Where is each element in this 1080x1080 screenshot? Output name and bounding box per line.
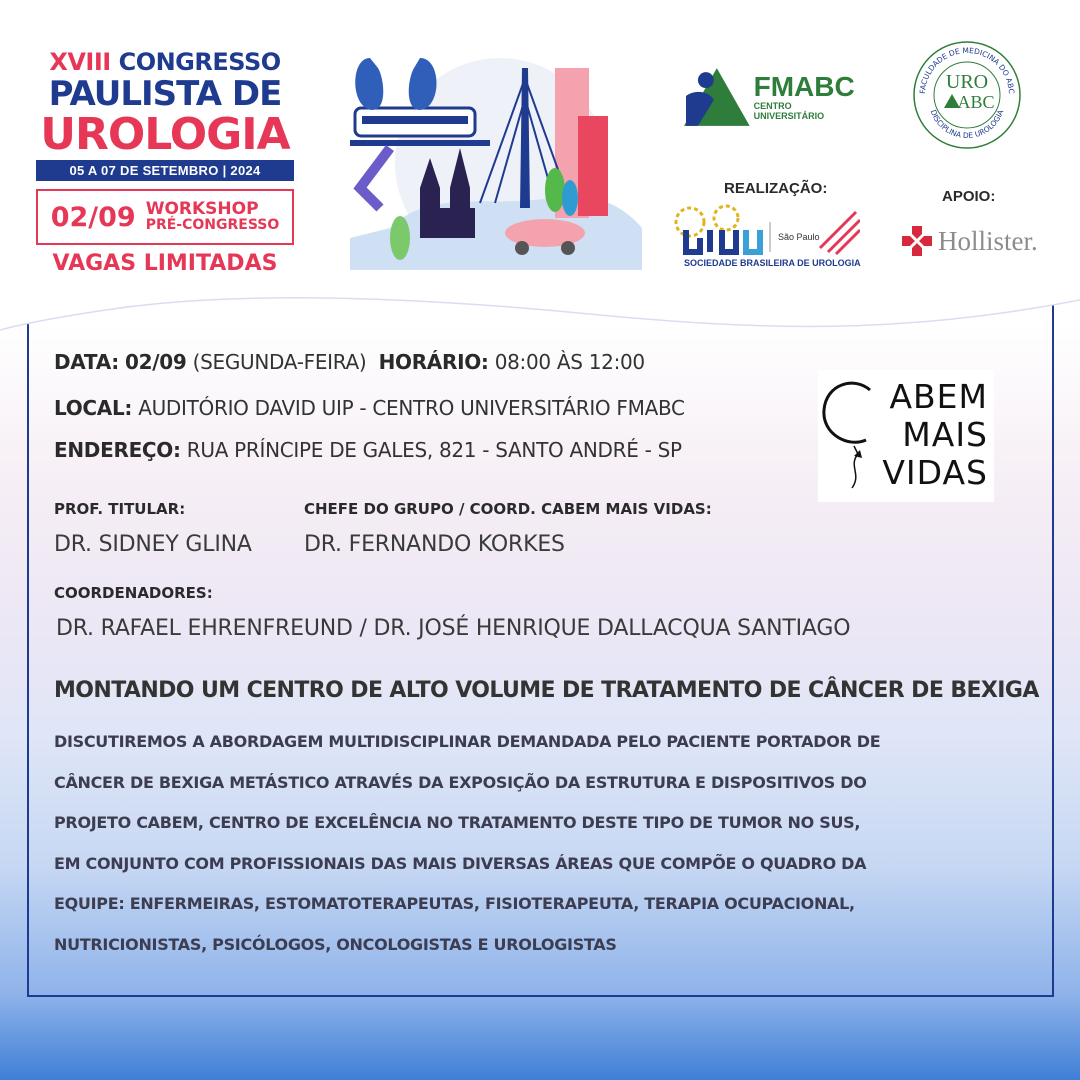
session-title: MONTANDO UM CENTRO DE ALTO VOLUME DE TRATAMENTO DE CÂNCER DE BEXIGA (54, 678, 1039, 703)
description-line: DISCUTIREMOS A ABORDAGEM MULTIDISCIPLINAR DEMANDADA PELO PACIENTE PORTADOR DE (54, 732, 881, 751)
hollister-logo (900, 224, 1038, 258)
workshop-label-line2: PRÉ-CONGRESSO (145, 217, 280, 233)
address-label: ENDEREÇO: (54, 438, 181, 462)
fmabc-text (754, 73, 864, 121)
workshop-badge (36, 189, 294, 245)
prof-label: PROF. TITULAR: (54, 500, 186, 518)
congress-line3: UROLOGIA (40, 109, 290, 160)
hollister-name: Hollister. (938, 225, 1038, 256)
realizacao-label: REALIZAÇÃO: (724, 180, 828, 197)
congress-dates: 05 A 07 DE SETEMBRO | 2024 (36, 160, 294, 181)
sbu-sao-paulo-label: São Paulo (778, 232, 820, 242)
fmabc-emblem-icon (684, 66, 750, 128)
cabem-line2: MAIS (902, 415, 988, 454)
event-location-row (54, 396, 685, 420)
workshop-label (146, 201, 280, 233)
seal-ring-top-text: FACULDADE DE MEDICINA DO ABC (917, 45, 1017, 95)
seal-ring-bottom-text: DISCIPLINA DE UROLOGIA (928, 108, 1006, 141)
limited-spots-label: VAGAS LIMITADAS (52, 251, 278, 276)
location-value: AUDITÓRIO DAVID UIP - CENTRO UNIVERSITÁRIO FMABC (138, 396, 685, 420)
cabem-mais-vidas-logo (818, 370, 994, 502)
event-address-row (54, 438, 682, 462)
fmabc-logo (684, 64, 864, 130)
chefe-name: DR. FERNANDO KORKES (304, 532, 565, 557)
congress-title-block (36, 48, 294, 276)
congress-line1 (36, 48, 294, 76)
cabem-text (882, 378, 988, 492)
balloon-icon (818, 370, 888, 502)
congress-line2: PAULISTA DE (48, 74, 282, 114)
apoio-label: APOIO: (942, 188, 996, 205)
hollister-cross-icon (900, 224, 934, 258)
city-illustration (350, 38, 642, 270)
time-value: 08:00 ÀS 12:00 (494, 350, 645, 374)
prof-name: DR. SIDNEY GLINA (54, 532, 252, 557)
date-day: (SEGUNDA-FEIRA) (192, 350, 367, 374)
description-line: CÂNCER DE BEXIGA METÁSTICO ATRAVÉS DA EXPOSIÇÃO DA ESTRUTURA E DISPOSITIVOS DO (54, 772, 867, 792)
chefe-label: CHEFE DO GRUPO / COORD. CABEM MAIS VIDAS: (304, 500, 712, 518)
cabem-line1: ABEM (889, 377, 988, 416)
date-label: DATA: (54, 350, 119, 374)
event-date-row (54, 350, 645, 374)
coord-label: COORDENADORES: (54, 584, 213, 602)
session-description (54, 722, 1014, 966)
description-line: EM CONJUNTO COM PROFISSIONAIS DAS MAIS DIVERSAS ÁREAS QUE COMPÕE O QUADRO DA (54, 853, 867, 873)
location-label: LOCAL: (54, 396, 133, 420)
time-label: HORÁRIO: (378, 350, 489, 374)
address-value: RUA PRÍNCIPE DE GALES, 821 - SANTO ANDRÉ - SP (186, 438, 682, 462)
fmabc-name: FMABC (753, 71, 855, 102)
workshop-label-line1: WORKSHOP (145, 199, 259, 219)
seal-abc-text: ABC (957, 92, 995, 112)
date-value: 02/09 (125, 350, 187, 374)
coord-names: DR. RAFAEL EHRENFREUND / DR. JOSÉ HENRIQUE DALLACQUA SANTIAGO (56, 616, 851, 641)
congress-edition: XVIII (49, 48, 111, 76)
cabem-line3: VIDAS (882, 453, 988, 492)
sbu-caption: SOCIEDADE BRASILEIRA DE UROLOGIA (684, 258, 861, 268)
description-line: NUTRICIONISTAS, PSICÓLOGOS, ONCOLOGISTAS E UROLOGISTAS (54, 934, 617, 954)
fmabc-subtitle: CENTRO UNIVERSITÁRIO (753, 101, 825, 121)
workshop-date: 02/09 (50, 201, 136, 233)
uro-abc-seal (912, 40, 1022, 150)
seal-uro-text: URO (945, 71, 989, 93)
description-line: EQUIPE: ENFERMEIRAS, ESTOMATOTERAPEUTAS, FISIOTERAPEUTA, TERAPIA OCUPACIONAL, (54, 894, 855, 914)
congress-word: CONGRESSO (118, 48, 281, 76)
description-line: PROJETO CABEM, CENTRO DE EXCELÊNCIA NO TRATAMENTO DESTE TIPO DE TUMOR NO SUS, (54, 813, 861, 833)
